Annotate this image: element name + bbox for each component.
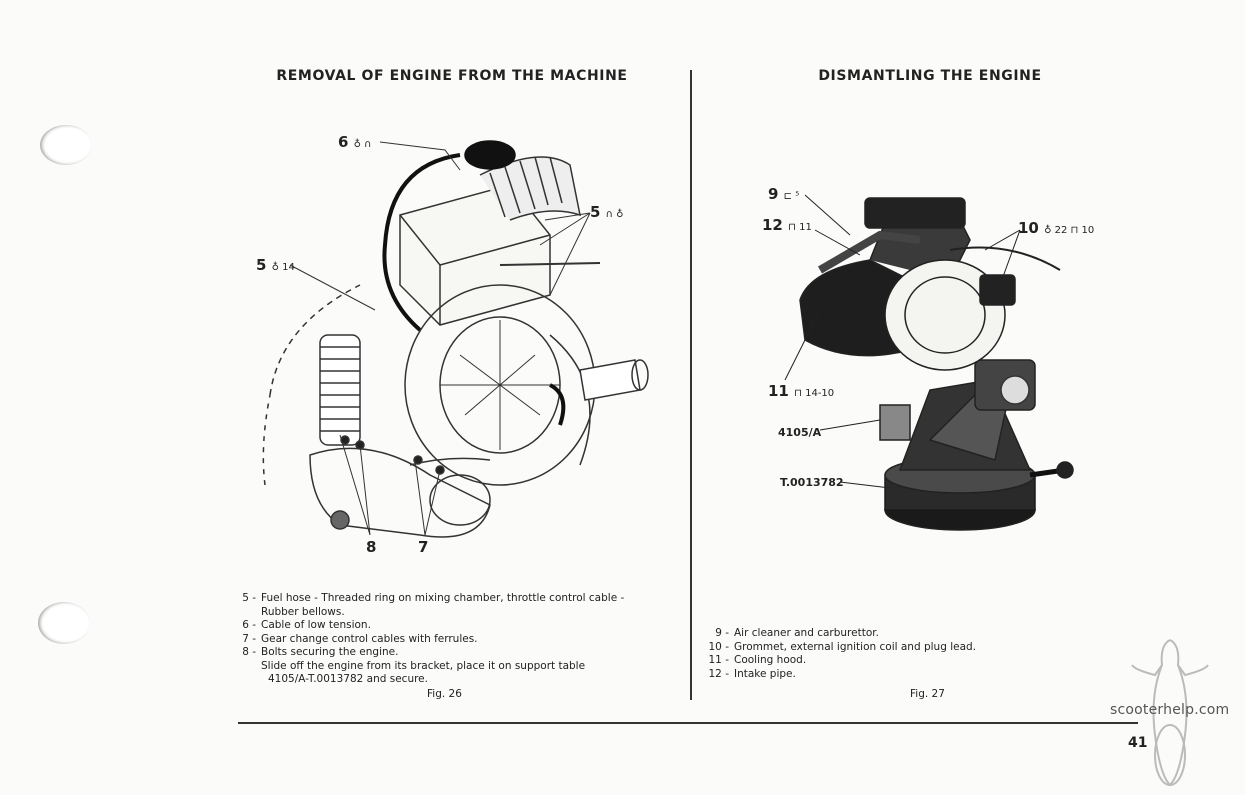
callout-8-number: 8	[366, 538, 377, 556]
legend-item-10: 10 - Grommet, external ignition coil and plug lead.	[708, 640, 977, 653]
callout-10	[1018, 219, 1094, 237]
punch-hole-bottom	[38, 602, 90, 644]
figure-27-caption: Fig. 27	[910, 688, 945, 700]
right-column-title: DISMANTLING THE ENGINE	[818, 68, 1042, 84]
page-number: 41	[1128, 735, 1148, 751]
legend-item-6: 6 - Cable of low tension.	[242, 619, 371, 631]
callout-11-number: 11	[768, 382, 789, 400]
legend-instruction-line2: 4105/A-T.0013782 and secure.	[268, 673, 428, 685]
callout-5-upper-number: 5	[590, 203, 601, 221]
legend-item-7: 7 - Gear change control cables with ferrules.	[242, 632, 478, 645]
callout-9-number: 9	[768, 185, 779, 203]
figure-26-legend	[232, 592, 672, 687]
watermark-text: scooterhelp.com	[1110, 702, 1230, 718]
legend-item-12: 12 - Intake pipe.	[708, 667, 796, 680]
figure-27-legend	[705, 627, 1085, 681]
legend-item-5-cont: Rubber bellows.	[261, 605, 345, 618]
legend-item-11: 11 - Cooling hood.	[708, 654, 807, 666]
callout-8	[366, 538, 376, 556]
callout-12	[762, 216, 812, 234]
callout-9	[768, 185, 799, 203]
callout-5-left-number: 5	[256, 256, 267, 274]
callout-7	[418, 538, 428, 556]
left-column-title: REMOVAL OF ENGINE FROM THE MACHINE	[276, 68, 628, 84]
figure-26-engine-illustration	[250, 125, 670, 565]
callout-12-symbol: ⊓ 11	[788, 222, 812, 233]
callout-tool-T0013782: T.0013782	[780, 476, 844, 489]
callout-5-left	[256, 256, 295, 274]
callout-9-symbol: ⊏ ⁵	[783, 191, 800, 202]
callout-6	[338, 133, 372, 151]
figure-26-caption: Fig. 26	[427, 688, 462, 700]
legend-item-8: 8 - Bolts securing the engine.	[242, 646, 399, 658]
callout-10-symbol: ♁ 22 ⊓ 10	[1044, 225, 1095, 236]
callout-5-upper-symbol: ∩ ♁	[605, 209, 624, 220]
footer-rule	[238, 722, 1138, 724]
callout-5-upper	[590, 203, 624, 221]
callout-7-number: 7	[418, 538, 429, 556]
callout-10-number: 10	[1018, 219, 1039, 237]
column-divider	[690, 70, 692, 700]
callout-11	[768, 382, 834, 400]
callout-tool-4105A: 4105/A	[778, 426, 822, 439]
callout-6-number: 6	[338, 133, 349, 151]
legend-instruction-line1: Slide off the engine from its bracket, place it on support table	[261, 659, 586, 672]
callout-12-number: 12	[762, 216, 783, 234]
callout-5-left-symbol: ♁ 14	[271, 262, 295, 273]
callout-6-symbol: ♁ ∩	[353, 139, 372, 150]
callout-11-symbol: ⊓ 14-10	[794, 388, 835, 399]
legend-item-5: 5 - Fuel hose - Threaded ring on mixing chamber, throttle control cable -	[242, 592, 625, 604]
punch-hole-top	[40, 125, 92, 165]
legend-item-9: 9 - Air cleaner and carburettor.	[715, 627, 879, 639]
